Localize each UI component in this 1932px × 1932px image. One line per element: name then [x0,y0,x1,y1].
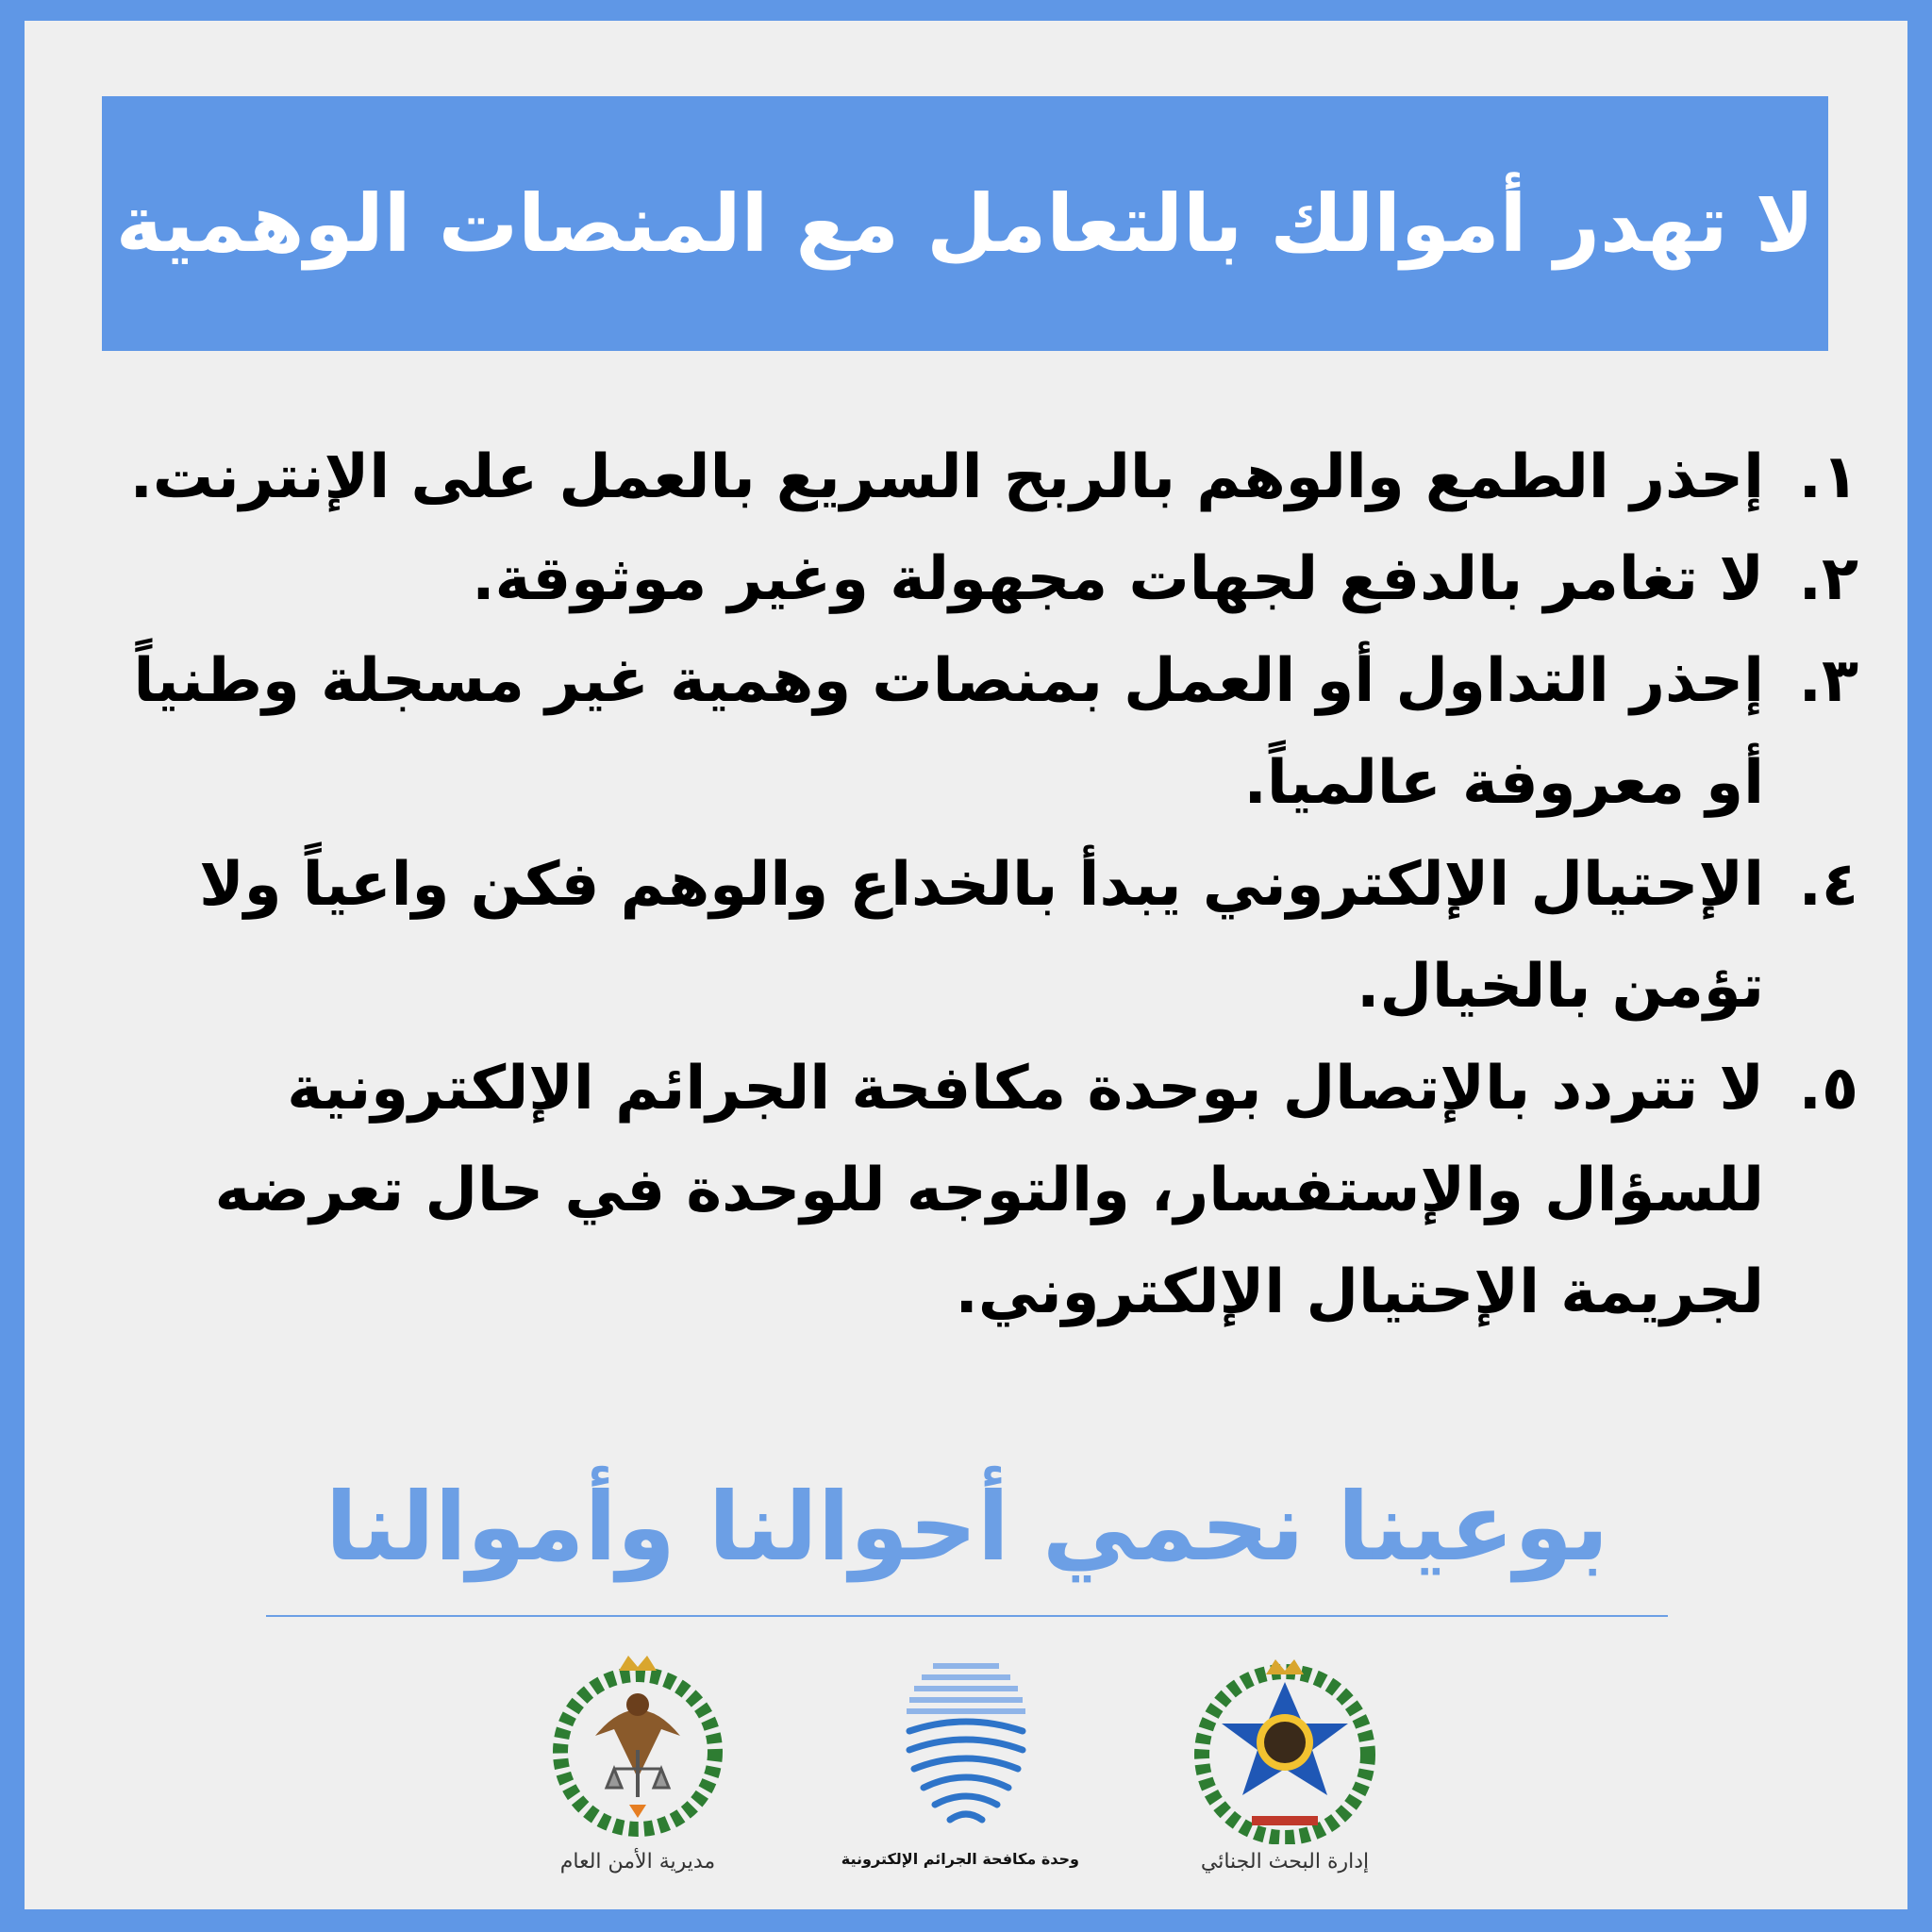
tip-text: لا تتردد بالإتصال بوحدة مكافحة الجرائم الإلكترونية للسؤال والإستفسار، والتوجه للوحدة في حال تعرضه لجريمة الإحتيال الإلكتروني. [214,1054,1764,1327]
slogan: بوعينا نحمي أحوالنا وأموالنا [325,1472,1609,1582]
tip-text: لا تغامر بالدفع لجهات مجهولة وغير موثوقة. [472,544,1764,614]
tip-number: ٤. [1798,850,1858,920]
list-item [66,528,1858,630]
tip-number: ٥. [1798,1054,1858,1124]
tip-number: ١. [1798,442,1858,512]
list-item [66,1038,1858,1343]
fingerprint-emblem-icon [867,1646,1065,1844]
title-banner [102,96,1828,351]
cybercrime-unit-logo [841,1646,1079,1901]
list-item [66,630,1858,834]
tips-list [66,426,1858,1343]
divider [266,1615,1668,1617]
tip-text: الإحتيال الإلكتروني يبدأ بالخداع والوهم فكن واعياً ولا تؤمن بالخيال. [199,850,1764,1022]
page-title: لا تهدر أموالك بالتعامل مع المنصات الوهمية [115,177,1815,270]
tip-number: ٢. [1798,544,1858,614]
public-security-logo [525,1646,751,1901]
logo-caption: إدارة البحث الجنائي [1200,1850,1370,1874]
public-security-emblem-icon [539,1646,737,1844]
logo-caption: مديرية الأمن العام [559,1850,716,1874]
logo-caption: وحدة مكافحة الجرائم الإلكترونية [841,1850,1079,1868]
tip-text: إحذر الطمع والوهم بالربح السريع بالعمل على الإنترنت. [129,442,1764,512]
criminal-investigation-logo [1172,1646,1398,1901]
list-item [66,834,1858,1038]
tip-text: إحذر التداول أو العمل بمنصات وهمية غير مسجلة وطنياً أو معروفة عالمياً. [133,646,1764,818]
criminal-investigation-emblem-icon [1186,1646,1384,1844]
list-item [66,426,1858,528]
tip-number: ٣. [1798,646,1858,716]
